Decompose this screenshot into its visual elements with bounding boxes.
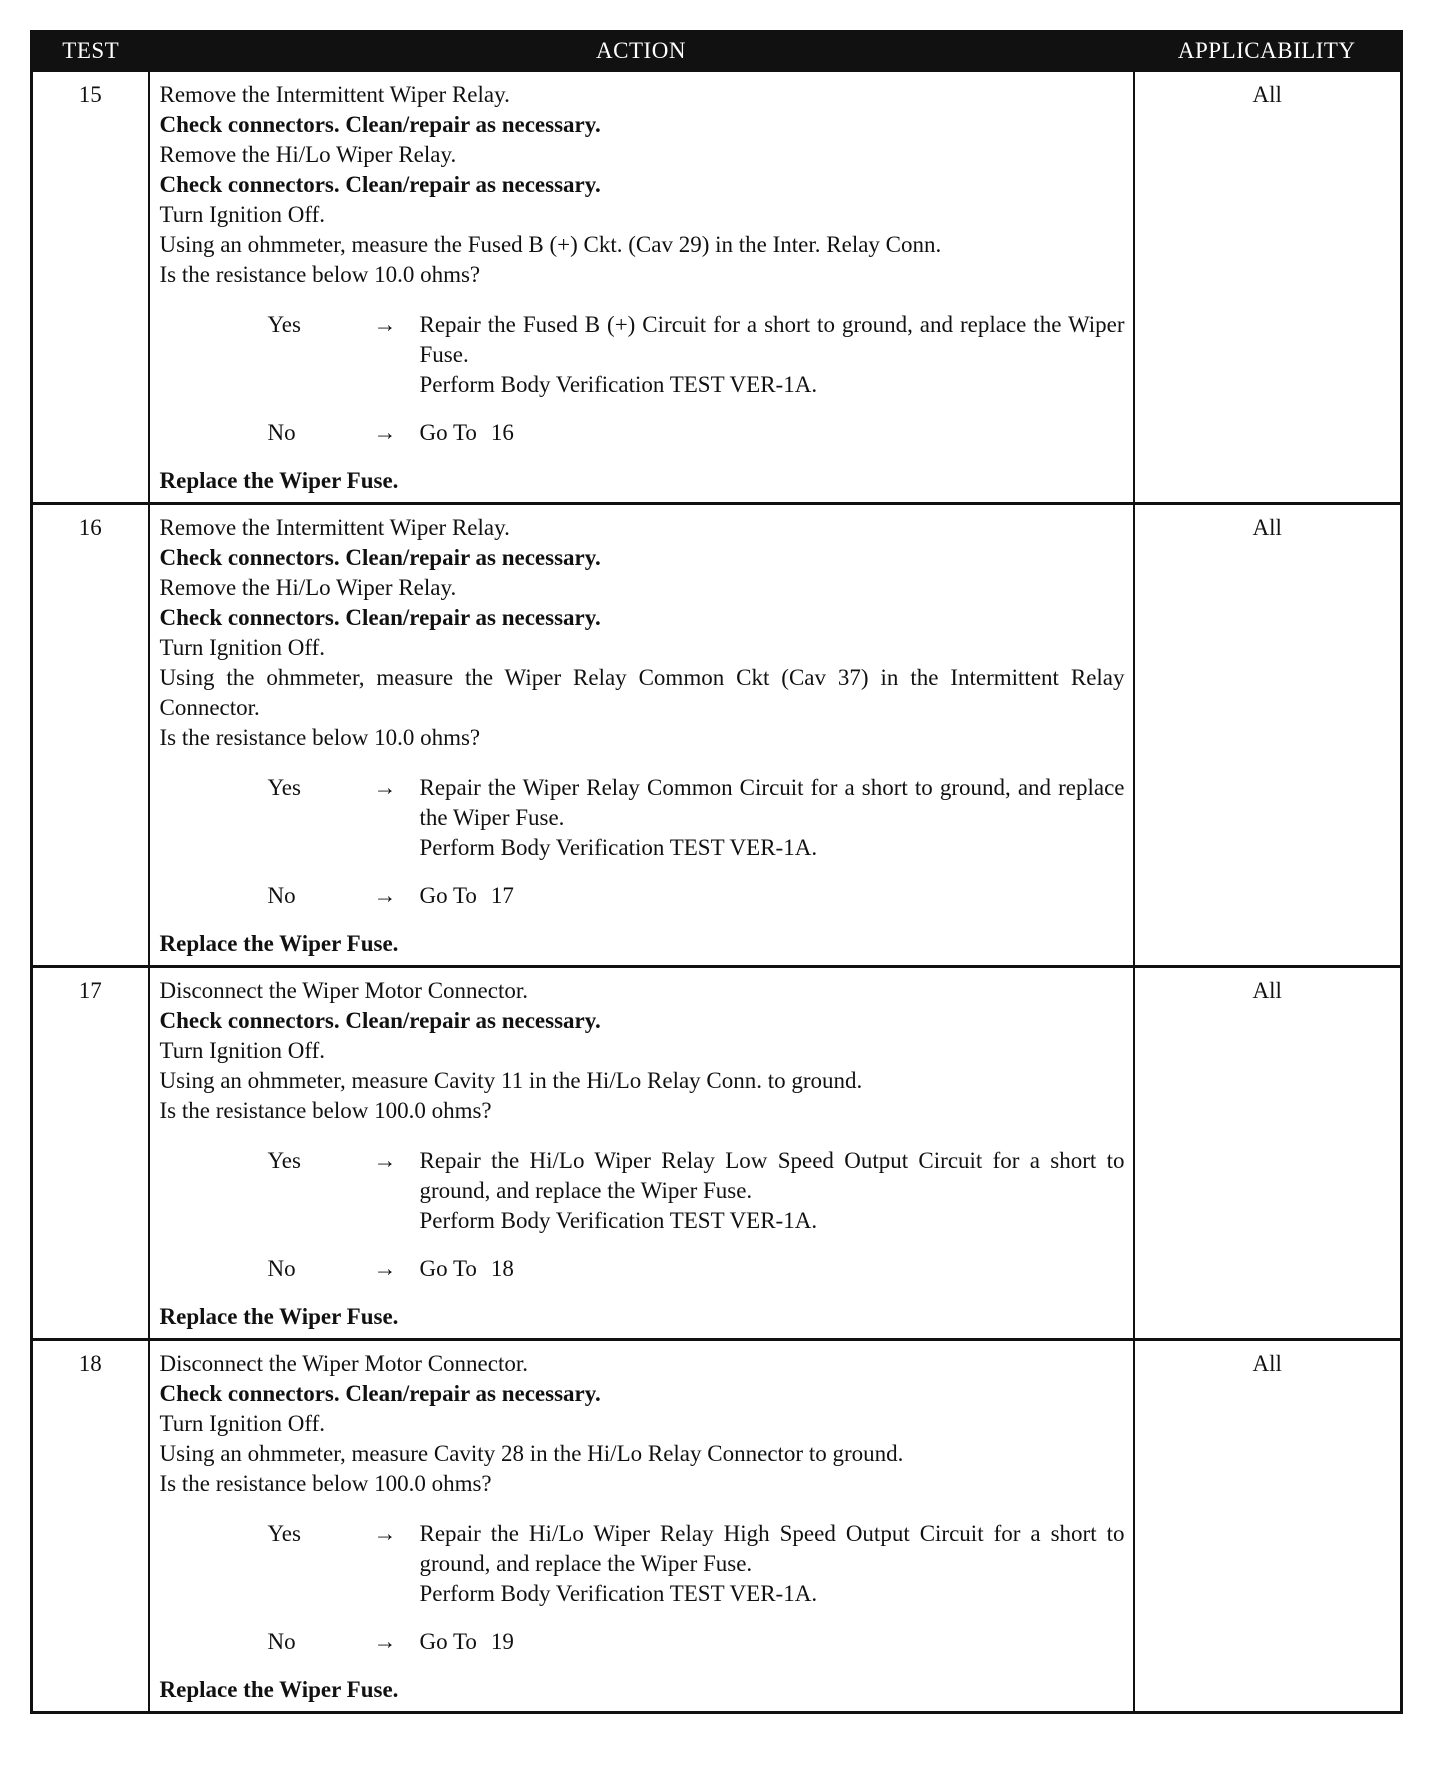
table-row (32, 967, 1402, 1340)
step-text: Remove the Intermittent Wiper Relay. (159, 515, 510, 540)
no-branch (160, 881, 1125, 911)
step-text: Using an ohmmeter, measure Cavity 28 in the Hi/Lo Relay Connector to ground. (159, 1441, 904, 1466)
question-text: Is the resistance below 10.0 ohms? (159, 262, 481, 287)
action-cell (149, 504, 1134, 967)
applicability-value: All (1134, 504, 1402, 967)
step-text: Turn Ignition Off. (159, 1411, 325, 1436)
arrow-icon: → (373, 1148, 397, 1173)
step-text-bold: Check connectors. Clean/repair as necessary. (159, 172, 601, 197)
yes-branch (160, 310, 1125, 400)
goto-target: 18 (490, 1256, 514, 1281)
goto-text: Go To (419, 420, 477, 445)
applicability-value: All (1134, 967, 1402, 1340)
step-text: Using an ohmmeter, measure the Fused B (+) Ckt. (Cav 29) in the Inter. Relay Conn. (159, 232, 942, 257)
arrow-icon: → (373, 420, 397, 445)
step-text: Remove the Hi/Lo Wiper Relay. (159, 575, 457, 600)
step-text: Turn Ignition Off. (159, 202, 325, 227)
test-number: 16 (32, 504, 149, 967)
yes-action-text: Repair the Hi/Lo Wiper Relay Low Speed Output Circuit for a short to ground, and replace the Wiper Fuse. (419, 1148, 1125, 1203)
step-text-bold: Check connectors. Clean/repair as necessary. (159, 1381, 601, 1406)
action-cell (149, 71, 1134, 504)
yes-action (420, 773, 1125, 863)
yes-action-text: Perform Body Verification TEST VER-1A. (419, 1208, 818, 1233)
no-label: No (267, 420, 296, 445)
no-action (420, 1254, 1125, 1284)
no-label: No (267, 1629, 296, 1654)
yes-action-text: Repair the Wiper Relay Common Circuit for a short to ground, and replace the Wiper Fuse. (419, 775, 1125, 830)
step-text: Turn Ignition Off. (159, 635, 325, 660)
goto-text: Go To (419, 883, 477, 908)
action-cell (149, 967, 1134, 1340)
no-action (420, 881, 1125, 911)
step-text-bold: Check connectors. Clean/repair as necessary. (159, 1008, 601, 1033)
step-text: Using the ohmmeter, measure the Wiper Relay Common Ckt (Cav 37) in the Intermittent Relay Connector. (159, 665, 1125, 720)
column-header-action: ACTION (149, 32, 1134, 71)
arrow-icon: → (373, 1521, 397, 1546)
step-text: Remove the Hi/Lo Wiper Relay. (159, 142, 457, 167)
no-action (420, 1627, 1125, 1657)
column-header-applicability: APPLICABILITY (1134, 32, 1402, 71)
yes-action (420, 1519, 1125, 1609)
yes-label: Yes (267, 312, 301, 337)
goto-text: Go To (419, 1629, 477, 1654)
table-row (32, 71, 1402, 504)
question-text: Is the resistance below 100.0 ohms? (159, 1471, 492, 1496)
arrow-icon: → (373, 312, 397, 337)
yes-action-text: Perform Body Verification TEST VER-1A. (419, 835, 818, 860)
yes-action (420, 310, 1125, 400)
yes-label: Yes (267, 1148, 301, 1173)
final-instruction: Replace the Wiper Fuse. (159, 1677, 399, 1702)
test-number: 15 (32, 71, 149, 504)
applicability-value: All (1134, 71, 1402, 504)
step-text-bold: Check connectors. Clean/repair as necessary. (159, 112, 601, 137)
column-header-test: TEST (32, 32, 149, 71)
yes-branch (160, 1146, 1125, 1236)
step-text: Remove the Intermittent Wiper Relay. (159, 82, 510, 107)
question-text: Is the resistance below 100.0 ohms? (159, 1098, 492, 1123)
yes-action-text: Repair the Hi/Lo Wiper Relay High Speed Output Circuit for a short to ground, and replace the Wiper Fuse. (419, 1521, 1125, 1576)
diagnostic-test-table (30, 30, 1403, 1714)
goto-target: 17 (490, 883, 514, 908)
step-text: Disconnect the Wiper Motor Connector. (159, 978, 528, 1003)
no-label: No (267, 1256, 296, 1281)
goto-target: 16 (490, 420, 514, 445)
final-instruction: Replace the Wiper Fuse. (159, 468, 399, 493)
arrow-icon: → (373, 1256, 397, 1281)
no-label: No (267, 883, 296, 908)
final-instruction: Replace the Wiper Fuse. (159, 1304, 399, 1329)
step-text: Turn Ignition Off. (159, 1038, 325, 1063)
arrow-icon: → (373, 775, 397, 800)
document-page (30, 30, 1400, 1714)
yes-action-text: Perform Body Verification TEST VER-1A. (419, 1581, 818, 1606)
step-text-bold: Check connectors. Clean/repair as necessary. (159, 545, 601, 570)
test-number: 18 (32, 1340, 149, 1713)
no-branch (160, 418, 1125, 448)
step-text-bold: Check connectors. Clean/repair as necessary. (159, 605, 601, 630)
goto-text: Go To (419, 1256, 477, 1281)
no-branch (160, 1254, 1125, 1284)
yes-action-text: Repair the Fused B (+) Circuit for a short to ground, and replace the Wiper Fuse. (419, 312, 1125, 367)
applicability-value: All (1134, 1340, 1402, 1713)
table-row (32, 504, 1402, 967)
arrow-icon: → (373, 1629, 397, 1654)
table-header (32, 32, 1402, 71)
no-action (420, 418, 1125, 448)
table-row (32, 1340, 1402, 1713)
yes-action (420, 1146, 1125, 1236)
final-instruction: Replace the Wiper Fuse. (159, 931, 399, 956)
yes-branch (160, 773, 1125, 863)
action-cell (149, 1340, 1134, 1713)
step-text: Using an ohmmeter, measure Cavity 11 in the Hi/Lo Relay Conn. to ground. (159, 1068, 863, 1093)
yes-label: Yes (267, 1521, 301, 1546)
yes-action-text: Perform Body Verification TEST VER-1A. (419, 372, 818, 397)
goto-target: 19 (490, 1629, 514, 1654)
question-text: Is the resistance below 10.0 ohms? (159, 725, 481, 750)
yes-branch (160, 1519, 1125, 1609)
no-branch (160, 1627, 1125, 1657)
yes-label: Yes (267, 775, 301, 800)
test-number: 17 (32, 967, 149, 1340)
step-text: Disconnect the Wiper Motor Connector. (159, 1351, 528, 1376)
arrow-icon: → (373, 883, 397, 908)
